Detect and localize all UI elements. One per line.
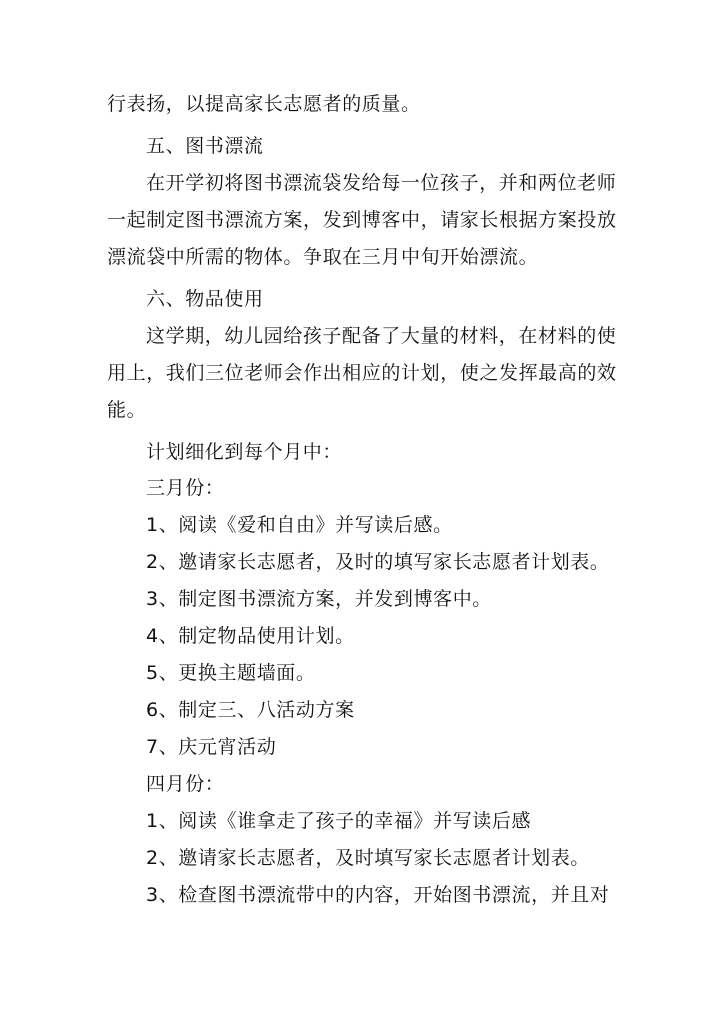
list-item: 2、邀请家长志愿者，及时填写家长志愿者计划表。 bbox=[146, 847, 590, 869]
section-heading: 六、物品使用 bbox=[146, 288, 264, 310]
list-item: 3、检查图书漂流带中的内容，开始图书漂流，并且对 bbox=[146, 884, 610, 906]
text-line: 能。 bbox=[107, 399, 147, 421]
text-line: 行表扬，以提高家长志愿者的质量。 bbox=[107, 93, 421, 115]
list-item: 1、阅读《谁拿走了孩子的幸福》并写读后感 bbox=[146, 810, 532, 832]
list-item: 6、制定三、八活动方案 bbox=[146, 699, 355, 721]
text-line: 用上，我们三位老师会作出相应的计划，使之发挥最高的效 bbox=[107, 362, 617, 384]
list-item: 7、庆元宵活动 bbox=[146, 736, 277, 758]
list-item: 3、制定图书漂流方案，并发到博客中。 bbox=[146, 588, 492, 610]
month-heading: 三月份： bbox=[146, 477, 225, 499]
text-line: 一起制定图书漂流方案，发到博客中，请家长根据方案投放 bbox=[107, 209, 617, 231]
list-item: 2、邀请家长志愿者，及时的填写家长志愿者计划表。 bbox=[146, 551, 610, 573]
text-line: 这学期，幼儿园给孩子配备了大量的材料，在材料的使 bbox=[146, 325, 617, 347]
list-item: 5、更换主题墙面。 bbox=[146, 662, 316, 684]
list-item: 1、阅读《爱和自由》并写读后感。 bbox=[146, 514, 453, 536]
text-line: 计划细化到每个月中： bbox=[146, 441, 343, 463]
text-line: 在开学初将图书漂流袋发给每一位孩子，并和两位老师 bbox=[146, 172, 617, 194]
text-line: 漂流袋中所需的物体。争取在三月中旬开始漂流。 bbox=[107, 246, 539, 268]
section-heading: 五、图书漂流 bbox=[146, 135, 264, 157]
month-heading: 四月份： bbox=[146, 773, 225, 795]
list-item: 4、制定物品使用计划。 bbox=[146, 625, 355, 647]
